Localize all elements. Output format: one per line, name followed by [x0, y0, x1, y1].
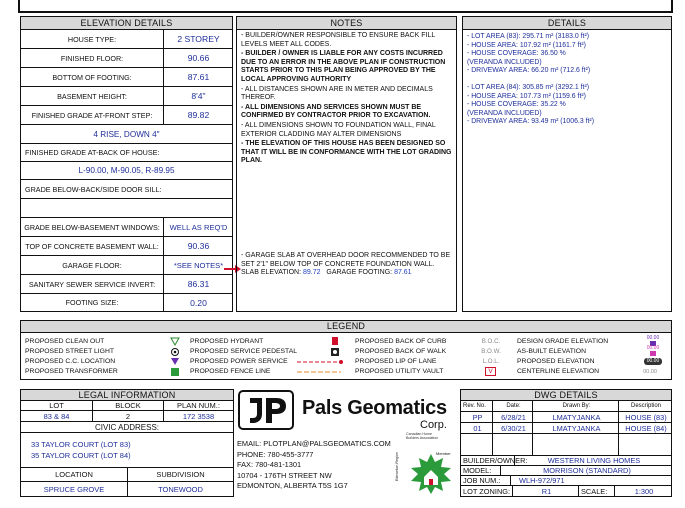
garage-note: [241, 252, 452, 278]
chba-text: Canadian Home Builders Association: [406, 432, 439, 441]
as-built-marker-icon: [650, 351, 656, 356]
garage-footing-label: GARAGE FOOTING:: [326, 269, 393, 277]
footing-size-label: FOOTING SIZE:: [21, 294, 164, 311]
blank-row: [21, 199, 232, 218]
bottom-footing-value: 87.61: [187, 72, 210, 82]
top-concrete-row: [21, 237, 232, 256]
builder-value: WESTERN LIVING HOMES: [547, 456, 641, 465]
rev-2-drawn-by: LMATYJANKA: [533, 423, 619, 433]
plan-header: PLAN NUM.:: [177, 401, 220, 410]
revision-blank-row: [461, 434, 671, 456]
legend-as-built-symbol: 00.00: [646, 345, 660, 351]
legend-bow-abbr: B.O.W.: [481, 348, 501, 355]
legend-cc-location: PROPOSED C.C. LOCATION: [25, 358, 116, 365]
legal-info-panel: [20, 389, 234, 497]
civic-header-row: [21, 422, 233, 433]
bottom-footing-label: BOTTOM OF FOOTING:: [21, 68, 164, 86]
house-type-row: [21, 30, 232, 49]
notes-panel: [236, 16, 457, 312]
notes-title: NOTES: [237, 17, 456, 30]
legend-title: LEGEND: [21, 321, 671, 333]
elevation-details-panel: [20, 16, 233, 312]
rev-2-description: HOUSE (84): [625, 423, 667, 433]
plan-value: 172 3538: [182, 411, 215, 421]
block-header: BLOCK: [93, 401, 164, 410]
legend-proposed-elevation-symbol: 00.00: [644, 358, 662, 365]
legend-hydrant: PROPOSED HYDRANT: [190, 338, 264, 345]
garage-footing-value: 87.61: [394, 269, 412, 277]
rev-2-number: 01: [461, 423, 493, 433]
scale-label: SCALE:: [579, 486, 615, 497]
lot-84-details: [467, 84, 667, 127]
basement-height-row: [21, 87, 232, 106]
rise-down-value: 4 RISE, DOWN 4": [93, 129, 160, 139]
garage-floor-label: GARAGE FLOOR:: [21, 256, 164, 274]
garage-note-text: - GARAGE SLAB AT OVERHEAD DOOR RECOMMENDED TO BE SET 2'1" BELOW TOP OF CONCRETE FOUNDATION WALL.: [241, 252, 451, 268]
subdivision-header: SUBDIVISION: [156, 470, 205, 479]
footing-size-value: 0.20: [190, 297, 207, 308]
company-address-2: EDMONTON, ALBERTA T5S 1G7: [237, 481, 348, 490]
legend-clean-out: PROPOSED CLEAN OUT: [25, 338, 105, 345]
back-values: L-90.00, M-90.05, R-89.95: [78, 166, 175, 175]
note-5: - ALL DIMENSIONS SHOWN TO FOUNDATION WALL, FINAL EXTERIOR CLADDING MAY ALTER DIMENSIONS: [241, 121, 436, 138]
bottom-footing-row: [21, 68, 232, 87]
rise-down-row: [21, 125, 232, 144]
details-title: DETAILS: [463, 17, 671, 30]
note-2: - BUILDER / OWNER IS LIABLE FOR ANY COSTS INCURRED DUE TO AN ERROR IN THE ABOVE PLAN IF CONSTRUCTION STARTS PRIOR TO THIS PLAN BEING APPROVED BY THE LOCAL APPROVING AUTHORITY: [241, 50, 446, 83]
legend-boc-abbr: B.O.C.: [481, 338, 501, 345]
sheet-top-rule: [18, 11, 673, 13]
legal-header-row: [21, 401, 233, 411]
chba-region: Edmonton Region: [395, 452, 399, 481]
rev-header: Rev. No.: [461, 401, 493, 411]
company-contacts: [237, 439, 391, 492]
civic-address-1: 33 TAYLOR COURT (LOT 83): [31, 440, 131, 449]
legend-street-light: PROPOSED STREET LIGHT: [25, 348, 115, 355]
model-row: [461, 466, 671, 476]
footing-size-row: [21, 294, 232, 311]
details-panel: [462, 16, 672, 312]
company-block: [236, 389, 458, 497]
model-label: MODEL:: [461, 466, 501, 475]
legend-panel: [20, 320, 672, 380]
legend-transformer: PROPOSED TRANSFORMER: [25, 368, 118, 375]
company-corp: Corp.: [420, 419, 447, 431]
garage-floor-row: [21, 256, 232, 275]
scale-value: 1:300: [634, 487, 654, 496]
legend-centerline-symbol: 00.00: [643, 369, 657, 375]
lot-83-veranda: (VERANDA INCLUDED): [467, 58, 542, 66]
legend-col2-symbols-icon: [295, 337, 351, 377]
lot-83-driveway: - DRIVEWAY AREA: 66.20 m² (712.6 ft²): [467, 67, 591, 75]
zoning-label: LOT ZONING:: [461, 486, 513, 497]
legend-as-built: AS-BUILT ELEVATION: [517, 348, 586, 355]
dwg-details-panel: [460, 389, 672, 497]
zoning-value: R1: [513, 486, 579, 497]
lot-84-house-area: - HOUSE AREA: 107.73 m² (1159.6 ft²): [467, 92, 586, 100]
legend-col1-symbols-icon: [169, 337, 181, 377]
finished-grade-back-row: [21, 144, 232, 162]
legend-lol-abbr: L.O.L.: [482, 358, 500, 365]
grade-below-back-row: [21, 180, 232, 199]
grade-below-windows-label: GRADE BELOW-BASEMENT WINDOWS:: [21, 218, 164, 236]
lot-83-lot-area: - LOT AREA (83): 295.71 m² (3183.0 ft²): [467, 33, 590, 40]
lot-84-driveway: - DRIVEWAY AREA: 93.49 m² (1006.3 ft²): [467, 118, 595, 126]
civic-address-row: [21, 433, 233, 468]
revision-row-1: [461, 412, 671, 423]
legend-utility-vault: PROPOSED UTILITY VAULT: [355, 368, 444, 375]
top-concrete-label: TOP OF CONCRETE BASEMENT WALL:: [21, 237, 164, 255]
finished-floor-value: 90.66: [187, 53, 210, 63]
subdivision-value: TONEWOOD: [158, 484, 203, 494]
job-label: JOB NUM.:: [461, 476, 511, 485]
house-type-label: HOUSE TYPE:: [21, 30, 164, 48]
rev-2-date: 6/30/21: [493, 423, 533, 433]
rev-1-description: HOUSE (83): [625, 412, 667, 422]
location-header: LOCATION: [21, 468, 128, 481]
company-logo-icon: [238, 390, 294, 430]
legend-centerline-elevation: CENTERLINE ELEVATION: [517, 368, 600, 375]
builder-row: [461, 456, 671, 466]
basement-height-label: BASEMENT HEIGHT:: [21, 87, 164, 105]
builder-label: BUILDER/OWNER:: [463, 456, 528, 465]
company-email: EMAIL: PLOTPLAN@PALSGEOMATICS.COM: [237, 439, 391, 448]
civic-address-2: 35 TAYLOR COURT (LOT 84): [31, 451, 131, 460]
basement-height-value: 8'4": [191, 91, 206, 101]
grade-below-windows-value: WELL AS REQ'D: [169, 222, 228, 232]
legend-lip-of-lane: PROPOSED LIP OF LANE: [355, 358, 437, 365]
location-values-row: [21, 482, 233, 496]
civic-address-lines: [31, 439, 131, 461]
note-6: - THE ELEVATION OF THIS HOUSE HAS BEEN DESIGNED SO THAT IT WILL BE IN CONFORMANCE WITH THE LOT GRADING PLAN.: [241, 140, 452, 165]
lot-84-veranda: (VERANDA INCLUDED): [467, 109, 542, 117]
note-1: - BUILDER/OWNER RESPONSIBLE TO ENSURE BACK FILL LEVELS MEET ALL CODES.: [241, 32, 435, 48]
house-type-value: 2 STOREY: [177, 34, 220, 44]
company-name: Pals Geomatics: [302, 397, 447, 419]
lot-header: LOT: [21, 401, 93, 410]
block-value: 2: [93, 411, 164, 421]
legal-values-row: [21, 411, 233, 422]
back-values-row: [21, 162, 232, 180]
description-header: Description: [630, 403, 661, 409]
lot-83-house-area: - HOUSE AREA: 107.92 m² (1161.7 ft²): [467, 41, 586, 49]
legend-back-of-walk: PROPOSED BACK OF WALK: [355, 348, 447, 355]
finished-grade-front-value: 89.82: [187, 110, 210, 120]
rev-blank-2: [493, 434, 533, 455]
company-fax: FAX: 780-481-1301: [237, 460, 302, 469]
date-header: Date:: [493, 401, 533, 411]
finished-grade-front-row: [21, 106, 232, 125]
grade-below-windows-row: [21, 218, 232, 237]
lot-83-coverage: - HOUSE COVERAGE: 36.50 %: [467, 50, 566, 58]
lot-84-lot-area: - LOT AREA (84): 305.85 m² (3292.1 ft²): [467, 83, 590, 91]
legend-vault-abbr: V: [485, 367, 496, 376]
company-address-1: 10704 - 176TH STREET NW: [237, 470, 332, 480]
note-3: - ALL DISTANCES SHOWN ARE IN METER AND DECIMALS THEREOF.: [241, 85, 433, 102]
slab-elevation-value: 89.72: [303, 269, 321, 277]
finished-floor-row: [21, 49, 232, 68]
legal-info-title: LEGAL INFORMATION: [21, 390, 233, 401]
legend-back-of-curb: PROPOSED BACK OF CURB: [355, 338, 447, 345]
civic-address-header: CIVIC ADDRESS:: [94, 422, 159, 432]
legend-design-grade-symbol: 00.00: [646, 335, 660, 341]
rev-blank-1: [461, 434, 493, 455]
job-value: WLH-972/971: [519, 476, 565, 485]
garage-floor-value: *SEE NOTES*: [173, 260, 224, 270]
sanitary-value: 86.31: [187, 279, 210, 289]
company-phone: PHONE: 780-455-3777: [237, 449, 314, 459]
finished-grade-front-label: FINISHED GRADE AT-FRONT STEP:: [21, 106, 164, 124]
dwg-header-row: [461, 401, 671, 412]
note-4: - ALL DIMENSIONS AND SERVICES SHOWN MUST BE CONFIRMED BY CONTRACTOR PRIOR TO EXCAVATION.: [241, 103, 431, 120]
legend-service-pedestal: PROPOSED SERVICE PEDESTAL: [190, 348, 298, 355]
chba-logo-icon: [408, 453, 454, 495]
sanitary-row: [21, 275, 232, 294]
elevation-details-title: ELEVATION DETAILS: [21, 17, 232, 30]
location-value: SPRUCE GROVE: [21, 482, 128, 496]
finished-grade-back-label: FINISHED GRADE AT-BACK OF HOUSE:: [25, 148, 160, 157]
finished-floor-label: FINISHED FLOOR:: [21, 49, 164, 67]
rev-1-drawn-by: LMATYJANKA: [533, 412, 619, 422]
lot-value: 83 & 84: [21, 411, 93, 421]
rev-1-date: 6/28/21: [493, 412, 533, 422]
rev-blank-3: [533, 434, 619, 455]
location-header-row: [21, 468, 233, 482]
dwg-details-title: DWG DETAILS: [461, 390, 671, 401]
model-value: MORRISON (STANDARD): [543, 466, 631, 475]
legend-fence-line: PROPOSED FENCE LINE: [190, 368, 271, 375]
legend-design-grade: DESIGN GRADE ELEVATION: [517, 338, 609, 345]
lot-84-coverage: - HOUSE COVERAGE: 35.22 %: [467, 101, 566, 109]
grade-below-back-label: GRADE BELOW-BACK/SIDE DOOR SILL:: [25, 184, 162, 194]
revision-row-2: [461, 423, 671, 434]
top-concrete-value: 90.36: [187, 241, 210, 251]
chba-member: Member: [436, 451, 451, 456]
legend-power-service: PROPOSED POWER SERVICE: [190, 358, 288, 365]
drawn-by-header: Drawn By:: [533, 401, 619, 411]
rev-1-number: PP: [461, 412, 493, 422]
legend-proposed-elevation: PROPOSED ELEVATION: [517, 358, 595, 365]
lot-83-details: [467, 33, 667, 76]
zoning-row: [461, 486, 671, 497]
sanitary-label: SANITARY SEWER SERVICE INVERT:: [21, 275, 164, 293]
slab-elevation-label: SLAB ELEVATION:: [241, 269, 302, 277]
job-row: [461, 476, 671, 486]
